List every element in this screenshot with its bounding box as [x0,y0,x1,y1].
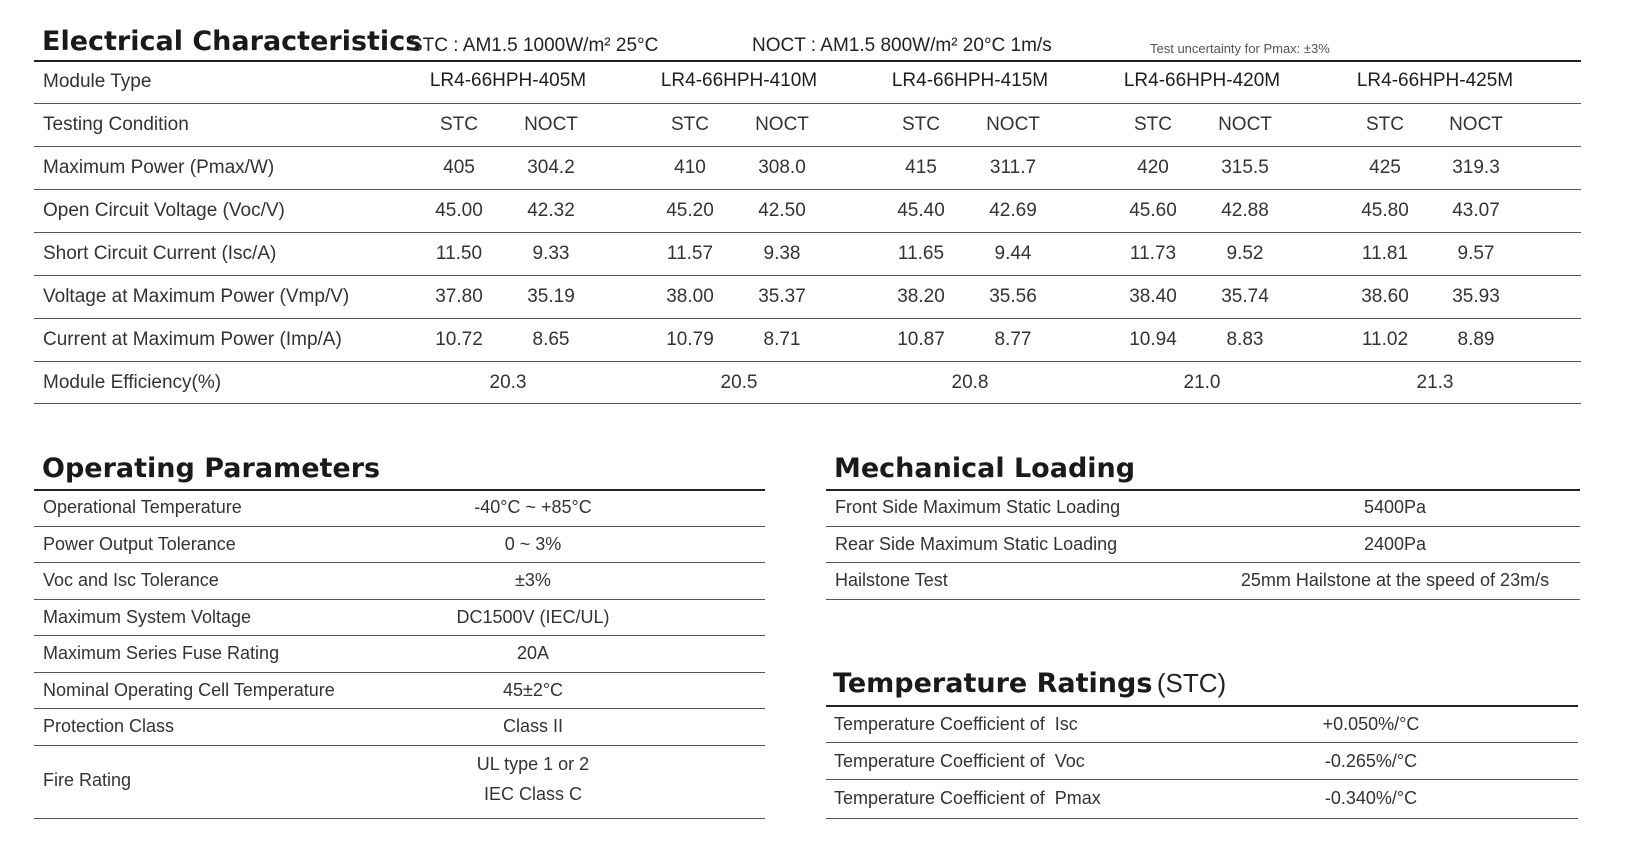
table-rule [34,635,765,636]
param-label: Nominal Operating Cell Temperature [43,680,335,700]
param-label: Maximum Series Fuse Rating [43,643,280,663]
operating-title: Operating Parameters [42,453,381,484]
table-cell: 8.83 [1226,329,1264,350]
temperature-title-suffix: (STC) [1156,668,1227,698]
table-cell: 42.32 [527,200,575,221]
table-cell: 45.60 [1129,200,1177,221]
module-type-header: LR4-66HPH-415M [891,70,1049,91]
table-cell: 10.72 [435,329,483,350]
table-cell: 38.20 [897,286,945,307]
table-cell: NOCT [1449,114,1503,135]
table-cell: 45.00 [435,200,483,221]
noct-condition-note: NOCT : AM1.5 800W/m² 20°C 1m/s [752,35,1052,56]
loading-value: 5400Pa [1363,497,1427,517]
mechanical-title: Mechanical Loading [834,453,1136,484]
table-cell: 9.38 [763,243,801,264]
table-cell: 9.52 [1226,243,1264,264]
module-type-header: LR4-66HPH-405M [429,70,587,91]
efficiency-value: 20.8 [951,372,989,393]
temperature-heading [833,668,1226,699]
table-cell: 415 [905,157,937,178]
fire-rating-value-line1: UL type 1 or 2 [476,754,590,774]
table-cell: STC [1134,114,1172,135]
table-cell: 425 [1369,157,1401,178]
param-label: Operational Temperature [43,497,242,517]
param-label: Power Output Tolerance [43,534,236,554]
table-cell: 45.80 [1361,200,1409,221]
table-rule [826,742,1578,743]
row-label: Short Circuit Current (Isc/A) [43,243,277,264]
table-cell: NOCT [755,114,809,135]
stc-condition-note: STC : AM1.5 1000W/m² 25°C [410,35,659,56]
electrical-title: Electrical Characteristics [42,26,422,57]
loading-value: 25mm Hailstone at the speed of 23m/s [1240,570,1550,590]
table-cell: 11.65 [897,243,945,264]
row-label: Maximum Power (Pmax/W) [43,157,275,178]
temperature-title: Temperature Ratings [833,668,1153,699]
coefficient-label: Temperature Coefficient of Pmax [834,788,1101,808]
row-label: Voltage at Maximum Power (Vmp/V) [43,286,350,307]
module-type-header: LR4-66HPH-420M [1123,70,1281,91]
table-cell: 35.74 [1221,286,1269,307]
fire-rating-value-line2: IEC Class C [483,784,583,804]
efficiency-value: 21.3 [1416,372,1454,393]
table-cell: 45.40 [897,200,945,221]
table-cell: 8.71 [763,329,801,350]
param-value: 45±2°C [502,680,564,700]
efficiency-value: 20.3 [489,372,527,393]
table-cell: STC [440,114,478,135]
row-label: Current at Maximum Power (Imp/A) [43,329,342,350]
table-cell: 315.5 [1221,157,1269,178]
row-label: Testing Condition [43,114,189,135]
param-value: ±3% [515,570,551,590]
table-cell: 8.77 [994,329,1032,350]
table-rule [34,232,1581,233]
table-rule [34,275,1581,276]
table-rule [34,361,1581,362]
table-cell: 11.57 [666,243,714,264]
table-cell: 10.79 [666,329,714,350]
table-cell: STC [671,114,709,135]
table-cell: 38.40 [1129,286,1177,307]
table-bottom-rule [34,403,1581,404]
table-bottom-rule [34,818,765,819]
row-label: Open Circuit Voltage (Voc/V) [43,200,285,221]
table-cell: 308.0 [758,157,806,178]
module-type-label: Module Type [43,71,152,92]
table-cell: 42.88 [1221,200,1269,221]
table-cell: NOCT [1218,114,1272,135]
table-rule [826,599,1580,600]
coefficient-value: -0.340%/°C [1324,788,1418,808]
table-cell: 38.60 [1361,286,1409,307]
table-rule [34,318,1581,319]
table-cell: 420 [1137,157,1169,178]
test-uncertainty-note: Test uncertainty for Pmax: ±3% [1150,41,1330,56]
param-value: Class II [502,716,564,736]
loading-value: 2400Pa [1363,534,1427,554]
table-cell: STC [902,114,940,135]
table-cell: 11.81 [1361,243,1409,264]
table-cell: 11.73 [1129,243,1177,264]
table-cell: 405 [443,157,475,178]
table-rule [826,526,1580,527]
table-rule [34,562,765,563]
table-cell: 35.37 [758,286,806,307]
coefficient-label: Temperature Coefficient of Voc [834,751,1085,771]
efficiency-label: Module Efficiency(%) [43,372,222,393]
table-cell: 304.2 [527,157,575,178]
table-cell: 35.93 [1452,286,1500,307]
table-cell: NOCT [524,114,578,135]
table-cell: 42.50 [758,200,806,221]
table-rule [34,672,765,673]
table-cell: 45.20 [666,200,714,221]
param-label: Maximum System Voltage [43,607,252,627]
table-rule [34,745,765,746]
table-rule [826,562,1580,563]
table-cell: NOCT [986,114,1040,135]
table-cell: 11.02 [1361,329,1409,350]
table-cell: 311.7 [989,157,1037,178]
table-cell: 10.94 [1129,329,1177,350]
temperature-top-rule [826,705,1578,707]
param-value: 0 ~ 3% [504,534,562,554]
table-rule [826,779,1578,780]
fire-rating-label: Fire Rating [43,770,132,790]
loading-label: Front Side Maximum Static Loading [835,497,1121,517]
table-cell: 43.07 [1452,200,1500,221]
loading-label: Hailstone Test [835,570,948,590]
mechanical-top-rule [826,489,1580,491]
table-rule [826,818,1578,819]
table-cell: 42.69 [989,200,1037,221]
table-cell: 37.80 [435,286,483,307]
operating-top-rule [34,489,765,491]
table-rule [34,103,1581,104]
table-cell: 11.50 [435,243,483,264]
table-cell: 38.00 [666,286,714,307]
table-cell: 8.65 [532,329,570,350]
table-cell: 35.19 [527,286,575,307]
param-value: -40°C ~ +85°C [474,497,592,517]
coefficient-value: -0.265%/°C [1324,751,1418,771]
table-cell: 8.89 [1457,329,1495,350]
coefficient-value: +0.050%/°C [1322,714,1420,734]
table-cell: 10.87 [897,329,945,350]
module-type-header: LR4-66HPH-410M [660,70,818,91]
param-value: DC1500V (IEC/UL) [456,607,610,627]
efficiency-value: 20.5 [720,372,758,393]
param-label: Protection Class [43,716,175,736]
table-cell: 9.57 [1457,243,1495,264]
table-rule [34,708,765,709]
table-cell: 410 [674,157,706,178]
loading-label: Rear Side Maximum Static Loading [835,534,1118,554]
coefficient-label: Temperature Coefficient of Isc [834,714,1078,734]
efficiency-value: 21.0 [1183,372,1221,393]
table-cell: 9.33 [532,243,570,264]
table-cell: 319.3 [1452,157,1500,178]
param-value: 20A [516,643,550,663]
electrical-top-rule [34,60,1581,62]
param-label: Voc and Isc Tolerance [43,570,219,590]
table-cell: 9.44 [994,243,1032,264]
table-rule [34,189,1581,190]
table-rule [34,526,765,527]
table-rule [34,146,1581,147]
module-type-header: LR4-66HPH-425M [1356,70,1514,91]
table-rule [34,599,765,600]
table-cell: 35.56 [989,286,1037,307]
table-cell: STC [1366,114,1404,135]
